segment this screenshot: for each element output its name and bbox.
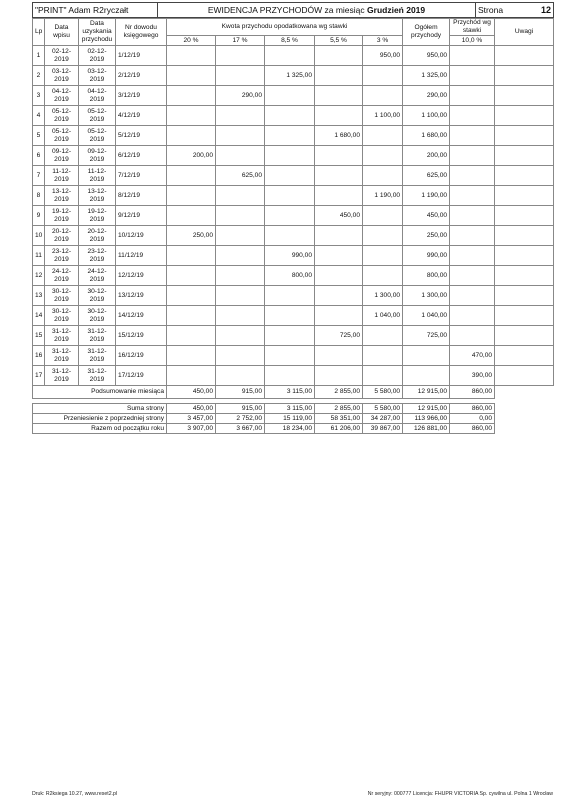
row-notes xyxy=(495,286,554,306)
header-table xyxy=(32,2,554,18)
col-date-income: Data uzyskania przychodu xyxy=(79,19,116,46)
row-proof-no: 12/12/19 xyxy=(116,266,167,286)
row-rate-5-5 xyxy=(315,66,363,86)
row-date-entry: 02-12-2019 xyxy=(45,46,79,66)
row-rate-5-5 xyxy=(315,266,363,286)
row-date-income: 05-12-2019 xyxy=(79,126,116,146)
row-rate-10: 470,00 xyxy=(450,346,495,366)
monthly-summary xyxy=(33,386,554,404)
col-total: Ogółem przychody xyxy=(403,19,450,46)
table-row xyxy=(33,126,554,146)
table-row xyxy=(33,326,554,346)
row-date-entry: 19-12-2019 xyxy=(45,206,79,226)
summary-rate-3: 5 580,00 xyxy=(363,386,403,399)
row-rate-3 xyxy=(363,206,403,226)
row-rate-3 xyxy=(363,66,403,86)
row-rate-20 xyxy=(167,306,216,326)
footer-print-info: Druk: R2ksiega 10.27, www.reset2.pl xyxy=(32,791,118,797)
row-rate-17 xyxy=(216,346,265,366)
row-date-entry: 31-12-2019 xyxy=(45,366,79,386)
page-label: Strona xyxy=(478,5,504,15)
row-rate-3 xyxy=(363,146,403,166)
row-total: 290,00 xyxy=(403,86,450,106)
title-prefix: EWIDENCJA PRZYCHODÓW za miesiąc xyxy=(207,5,365,15)
row-rate-10 xyxy=(450,126,495,146)
page-indicator xyxy=(476,3,554,18)
col-date-entry: Data wpisu xyxy=(45,19,79,46)
row-rate-5-5 xyxy=(315,366,363,386)
row-date-income: 30-12-2019 xyxy=(79,306,116,326)
row-date-income: 05-12-2019 xyxy=(79,106,116,126)
row-proof-no: 17/12/19 xyxy=(116,366,167,386)
row-rate-3 xyxy=(363,226,403,246)
table-row xyxy=(33,66,554,86)
summary-rate-17: 915,00 xyxy=(216,386,265,399)
row-proof-no: 11/12/19 xyxy=(116,246,167,266)
row-total: 800,00 xyxy=(403,266,450,286)
row-total: 1 300,00 xyxy=(403,286,450,306)
row-rate-8-5 xyxy=(265,106,315,126)
row-rate-3: 950,00 xyxy=(363,46,403,66)
row-rate-8-5: 800,00 xyxy=(265,266,315,286)
col-rate-8-5: 8,5 % xyxy=(265,36,315,46)
row-total: 250,00 xyxy=(403,226,450,246)
row-proof-no: 3/12/19 xyxy=(116,86,167,106)
row-rate-10 xyxy=(450,286,495,306)
row-rate-8-5 xyxy=(265,186,315,206)
row-rate-20 xyxy=(167,206,216,226)
row-total xyxy=(403,366,450,386)
row-date-entry: 23-12-2019 xyxy=(45,246,79,266)
row-date-entry: 30-12-2019 xyxy=(45,306,79,326)
col-income-rate: Przychód wg stawki xyxy=(450,19,495,36)
row-proof-no: 15/12/19 xyxy=(116,326,167,346)
row-rate-5-5 xyxy=(315,286,363,306)
row-rate-10 xyxy=(450,166,495,186)
row-date-income: 11-12-2019 xyxy=(79,166,116,186)
col-rate-20: 20 % xyxy=(167,36,216,46)
totals-rate-3: 39 867,00 xyxy=(363,424,403,434)
row-total: 625,00 xyxy=(403,166,450,186)
row-proof-no: 5/12/19 xyxy=(116,126,167,146)
row-rate-8-5 xyxy=(265,366,315,386)
row-rate-5-5 xyxy=(315,246,363,266)
row-proof-no: 14/12/19 xyxy=(116,306,167,326)
row-proof-no: 1/12/19 xyxy=(116,46,167,66)
row-rate-17 xyxy=(216,246,265,266)
row-proof-no: 4/12/19 xyxy=(116,106,167,126)
row-rate-20 xyxy=(167,286,216,306)
row-rate-5-5 xyxy=(315,306,363,326)
row-rate-8-5 xyxy=(265,346,315,366)
row-rate-3: 1 190,00 xyxy=(363,186,403,206)
row-total: 990,00 xyxy=(403,246,450,266)
row-rate-3 xyxy=(363,346,403,366)
row-lp: 5 xyxy=(33,126,45,146)
totals-rate-10: 860,00 xyxy=(450,424,495,434)
row-rate-3 xyxy=(363,86,403,106)
row-rate-17 xyxy=(216,226,265,246)
totals-rate-5-5: 58 351,00 xyxy=(315,414,363,424)
row-date-entry: 13-12-2019 xyxy=(45,186,79,206)
summary-rate-8-5: 3 115,00 xyxy=(265,386,315,399)
row-rate-5-5 xyxy=(315,166,363,186)
row-date-income: 23-12-2019 xyxy=(79,246,116,266)
row-date-income: 31-12-2019 xyxy=(79,366,116,386)
row-rate-17 xyxy=(216,286,265,306)
row-rate-5-5 xyxy=(315,46,363,66)
row-lp: 7 xyxy=(33,166,45,186)
row-date-entry: 24-12-2019 xyxy=(45,266,79,286)
row-rate-8-5 xyxy=(265,286,315,306)
row-rate-20: 250,00 xyxy=(167,226,216,246)
row-lp: 4 xyxy=(33,106,45,126)
row-rate-5-5 xyxy=(315,146,363,166)
row-rate-8-5 xyxy=(265,166,315,186)
row-rate-8-5 xyxy=(265,146,315,166)
row-lp: 16 xyxy=(33,346,45,366)
row-total: 1 325,00 xyxy=(403,66,450,86)
totals-rate-3: 34 287,00 xyxy=(363,414,403,424)
row-rate-17: 625,00 xyxy=(216,166,265,186)
row-rate-10 xyxy=(450,66,495,86)
row-date-entry: 20-12-2019 xyxy=(45,226,79,246)
row-lp: 10 xyxy=(33,226,45,246)
row-notes xyxy=(495,326,554,346)
row-date-income: 20-12-2019 xyxy=(79,226,116,246)
row-rate-5-5 xyxy=(315,226,363,246)
totals-rate-8-5: 3 115,00 xyxy=(265,404,315,414)
row-total: 950,00 xyxy=(403,46,450,66)
row-rate-10 xyxy=(450,266,495,286)
row-proof-no: 16/12/19 xyxy=(116,346,167,366)
table-row xyxy=(33,86,554,106)
ledger-page xyxy=(32,2,553,434)
row-rate-3 xyxy=(363,266,403,286)
row-rate-5-5 xyxy=(315,106,363,126)
row-rate-3 xyxy=(363,246,403,266)
row-rate-20 xyxy=(167,126,216,146)
totals-rate-8-5: 18 234,00 xyxy=(265,424,315,434)
row-rate-5-5: 1 680,00 xyxy=(315,126,363,146)
row-rate-20 xyxy=(167,326,216,346)
row-date-income: 19-12-2019 xyxy=(79,206,116,226)
col-rate-5-5: 5,5 % xyxy=(315,36,363,46)
row-notes xyxy=(495,226,554,246)
row-total: 450,00 xyxy=(403,206,450,226)
row-proof-no: 10/12/19 xyxy=(116,226,167,246)
row-rate-8-5: 1 325,00 xyxy=(265,66,315,86)
totals-total: 12 915,00 xyxy=(403,404,450,414)
row-proof-no: 2/12/19 xyxy=(116,66,167,86)
row-rate-17 xyxy=(216,266,265,286)
row-notes xyxy=(495,246,554,266)
totals-row xyxy=(33,414,554,424)
totals-label: Przeniesienie z poprzedniej strony xyxy=(33,414,167,424)
row-lp: 15 xyxy=(33,326,45,346)
row-rate-17 xyxy=(216,46,265,66)
row-rate-20 xyxy=(167,346,216,366)
row-rate-10 xyxy=(450,146,495,166)
table-row xyxy=(33,166,554,186)
totals-rate-10: 860,00 xyxy=(450,404,495,414)
row-rate-3 xyxy=(363,326,403,346)
totals-rate-17: 915,00 xyxy=(216,404,265,414)
row-rate-20 xyxy=(167,166,216,186)
row-notes xyxy=(495,366,554,386)
col-rate-17: 17 % xyxy=(216,36,265,46)
company-name: "PRINT" Adam R2ryczałt xyxy=(33,3,158,18)
row-notes xyxy=(495,346,554,366)
row-notes xyxy=(495,106,554,126)
row-rate-5-5 xyxy=(315,186,363,206)
row-rate-10 xyxy=(450,326,495,346)
row-rate-20 xyxy=(167,86,216,106)
row-rate-8-5 xyxy=(265,206,315,226)
row-rate-8-5 xyxy=(265,326,315,346)
row-notes xyxy=(495,306,554,326)
row-rate-8-5 xyxy=(265,86,315,106)
row-rate-20: 200,00 xyxy=(167,146,216,166)
row-rate-10 xyxy=(450,106,495,126)
row-rate-17 xyxy=(216,306,265,326)
row-notes xyxy=(495,66,554,86)
row-rate-10 xyxy=(450,306,495,326)
row-rate-10: 390,00 xyxy=(450,366,495,386)
row-rate-17 xyxy=(216,326,265,346)
row-total: 725,00 xyxy=(403,326,450,346)
row-date-income: 24-12-2019 xyxy=(79,266,116,286)
row-date-income: 30-12-2019 xyxy=(79,286,116,306)
row-rate-20 xyxy=(167,186,216,206)
row-rate-10 xyxy=(450,246,495,266)
row-date-entry: 09-12-2019 xyxy=(45,146,79,166)
summary-rate-5-5: 2 855,00 xyxy=(315,386,363,399)
row-date-entry: 05-12-2019 xyxy=(45,126,79,146)
totals-total: 126 881,00 xyxy=(403,424,450,434)
monthly-summary-row xyxy=(33,386,554,399)
totals-rate-17: 3 667,00 xyxy=(216,424,265,434)
totals-rate-20: 3 457,00 xyxy=(167,414,216,424)
row-date-income: 04-12-2019 xyxy=(79,86,116,106)
row-rate-5-5 xyxy=(315,346,363,366)
row-notes xyxy=(495,46,554,66)
row-lp: 14 xyxy=(33,306,45,326)
row-lp: 12 xyxy=(33,266,45,286)
totals-total: 113 966,00 xyxy=(403,414,450,424)
totals-row xyxy=(33,424,554,434)
row-rate-10 xyxy=(450,186,495,206)
row-rate-8-5 xyxy=(265,126,315,146)
row-proof-no: 7/12/19 xyxy=(116,166,167,186)
row-rate-10 xyxy=(450,86,495,106)
table-row xyxy=(33,346,554,366)
row-proof-no: 13/12/19 xyxy=(116,286,167,306)
totals-rate-20: 3 907,00 xyxy=(167,424,216,434)
col-lp: Lp xyxy=(33,19,45,46)
row-rate-20 xyxy=(167,106,216,126)
table-row xyxy=(33,306,554,326)
footer-license-info: Nr seryjny: 000777 Licencja: FHUPR VICTORIA Sp. cywilna ul. Polna 1 Wrocław xyxy=(367,791,553,797)
table-row xyxy=(33,226,554,246)
row-date-entry: 31-12-2019 xyxy=(45,326,79,346)
title-month: Grudzień 2019 xyxy=(367,5,426,15)
row-total: 1 040,00 xyxy=(403,306,450,326)
totals-rate-3: 5 580,00 xyxy=(363,404,403,414)
col-notes: Uwagi xyxy=(495,19,554,46)
row-lp: 11 xyxy=(33,246,45,266)
row-rate-20 xyxy=(167,246,216,266)
summary-label: Podsumowanie miesiąca xyxy=(33,386,167,399)
row-rate-20 xyxy=(167,366,216,386)
row-notes xyxy=(495,186,554,206)
totals-label: Razem od początku roku xyxy=(33,424,167,434)
row-date-income: 13-12-2019 xyxy=(79,186,116,206)
table-row xyxy=(33,366,554,386)
row-rate-3: 1 100,00 xyxy=(363,106,403,126)
row-rate-17 xyxy=(216,146,265,166)
row-date-income: 31-12-2019 xyxy=(79,326,116,346)
report-title xyxy=(158,3,476,18)
table-row xyxy=(33,46,554,66)
row-rate-3 xyxy=(363,166,403,186)
row-proof-no: 9/12/19 xyxy=(116,206,167,226)
row-total xyxy=(403,346,450,366)
row-lp: 8 xyxy=(33,186,45,206)
row-rate-10 xyxy=(450,46,495,66)
row-rate-17 xyxy=(216,126,265,146)
totals-row xyxy=(33,404,554,414)
row-date-entry: 30-12-2019 xyxy=(45,286,79,306)
totals-rate-20: 450,00 xyxy=(167,404,216,414)
col-taxed-group: Kwota przychodu opodatkowana wg stawki xyxy=(167,19,403,36)
totals-label: Suma strony xyxy=(33,404,167,414)
row-date-entry: 03-12-2019 xyxy=(45,66,79,86)
row-total: 1 190,00 xyxy=(403,186,450,206)
row-rate-5-5 xyxy=(315,86,363,106)
row-rate-8-5 xyxy=(265,306,315,326)
row-rate-17 xyxy=(216,206,265,226)
row-rate-10 xyxy=(450,226,495,246)
page-number: 12 xyxy=(540,5,551,15)
row-date-income: 31-12-2019 xyxy=(79,346,116,366)
row-rate-8-5 xyxy=(265,226,315,246)
col-proof-no: Nr dowodu księgowego xyxy=(116,19,167,46)
row-lp: 1 xyxy=(33,46,45,66)
row-total: 200,00 xyxy=(403,146,450,166)
row-rate-8-5: 990,00 xyxy=(265,246,315,266)
row-notes xyxy=(495,86,554,106)
row-lp: 9 xyxy=(33,206,45,226)
row-date-entry: 11-12-2019 xyxy=(45,166,79,186)
row-date-entry: 05-12-2019 xyxy=(45,106,79,126)
row-rate-3 xyxy=(363,366,403,386)
row-notes xyxy=(495,126,554,146)
col-rate-3: 3 % xyxy=(363,36,403,46)
row-rate-8-5 xyxy=(265,46,315,66)
totals-rate-5-5: 2 855,00 xyxy=(315,404,363,414)
row-lp: 17 xyxy=(33,366,45,386)
row-date-entry: 31-12-2019 xyxy=(45,346,79,366)
row-rate-3: 1 300,00 xyxy=(363,286,403,306)
row-total: 1 680,00 xyxy=(403,126,450,146)
summary-rate-20: 450,00 xyxy=(167,386,216,399)
row-rate-17: 290,00 xyxy=(216,86,265,106)
row-rate-5-5: 725,00 xyxy=(315,326,363,346)
income-ledger-table xyxy=(32,18,554,434)
row-rate-17 xyxy=(216,66,265,86)
row-rate-20 xyxy=(167,266,216,286)
row-rate-17 xyxy=(216,106,265,126)
table-row xyxy=(33,206,554,226)
row-proof-no: 6/12/19 xyxy=(116,146,167,166)
row-notes xyxy=(495,266,554,286)
row-rate-17 xyxy=(216,186,265,206)
row-rate-20 xyxy=(167,66,216,86)
row-notes xyxy=(495,146,554,166)
table-row xyxy=(33,106,554,126)
totals-rate-17: 2 752,00 xyxy=(216,414,265,424)
row-date-income: 09-12-2019 xyxy=(79,146,116,166)
row-date-income: 03-12-2019 xyxy=(79,66,116,86)
row-lp: 3 xyxy=(33,86,45,106)
row-rate-3 xyxy=(363,126,403,146)
row-date-entry: 04-12-2019 xyxy=(45,86,79,106)
row-rate-5-5: 450,00 xyxy=(315,206,363,226)
row-date-income: 02-12-2019 xyxy=(79,46,116,66)
page-totals xyxy=(33,404,554,434)
totals-rate-8-5: 15 119,00 xyxy=(265,414,315,424)
table-row xyxy=(33,186,554,206)
row-lp: 13 xyxy=(33,286,45,306)
row-lp: 6 xyxy=(33,146,45,166)
row-notes xyxy=(495,206,554,226)
summary-rate-10: 860,00 xyxy=(450,386,495,399)
ledger-rows xyxy=(33,46,554,386)
row-proof-no: 8/12/19 xyxy=(116,186,167,206)
row-rate-17 xyxy=(216,366,265,386)
row-notes xyxy=(495,166,554,186)
table-row xyxy=(33,266,554,286)
row-rate-3: 1 040,00 xyxy=(363,306,403,326)
summary-total: 12 915,00 xyxy=(403,386,450,399)
table-row xyxy=(33,286,554,306)
row-lp: 2 xyxy=(33,66,45,86)
totals-rate-5-5: 61 206,00 xyxy=(315,424,363,434)
row-rate-10 xyxy=(450,206,495,226)
row-rate-20 xyxy=(167,46,216,66)
table-row xyxy=(33,246,554,266)
table-row xyxy=(33,146,554,166)
col-rate-10: 10,0 % xyxy=(450,36,495,46)
totals-rate-10: 0,00 xyxy=(450,414,495,424)
row-total: 1 100,00 xyxy=(403,106,450,126)
